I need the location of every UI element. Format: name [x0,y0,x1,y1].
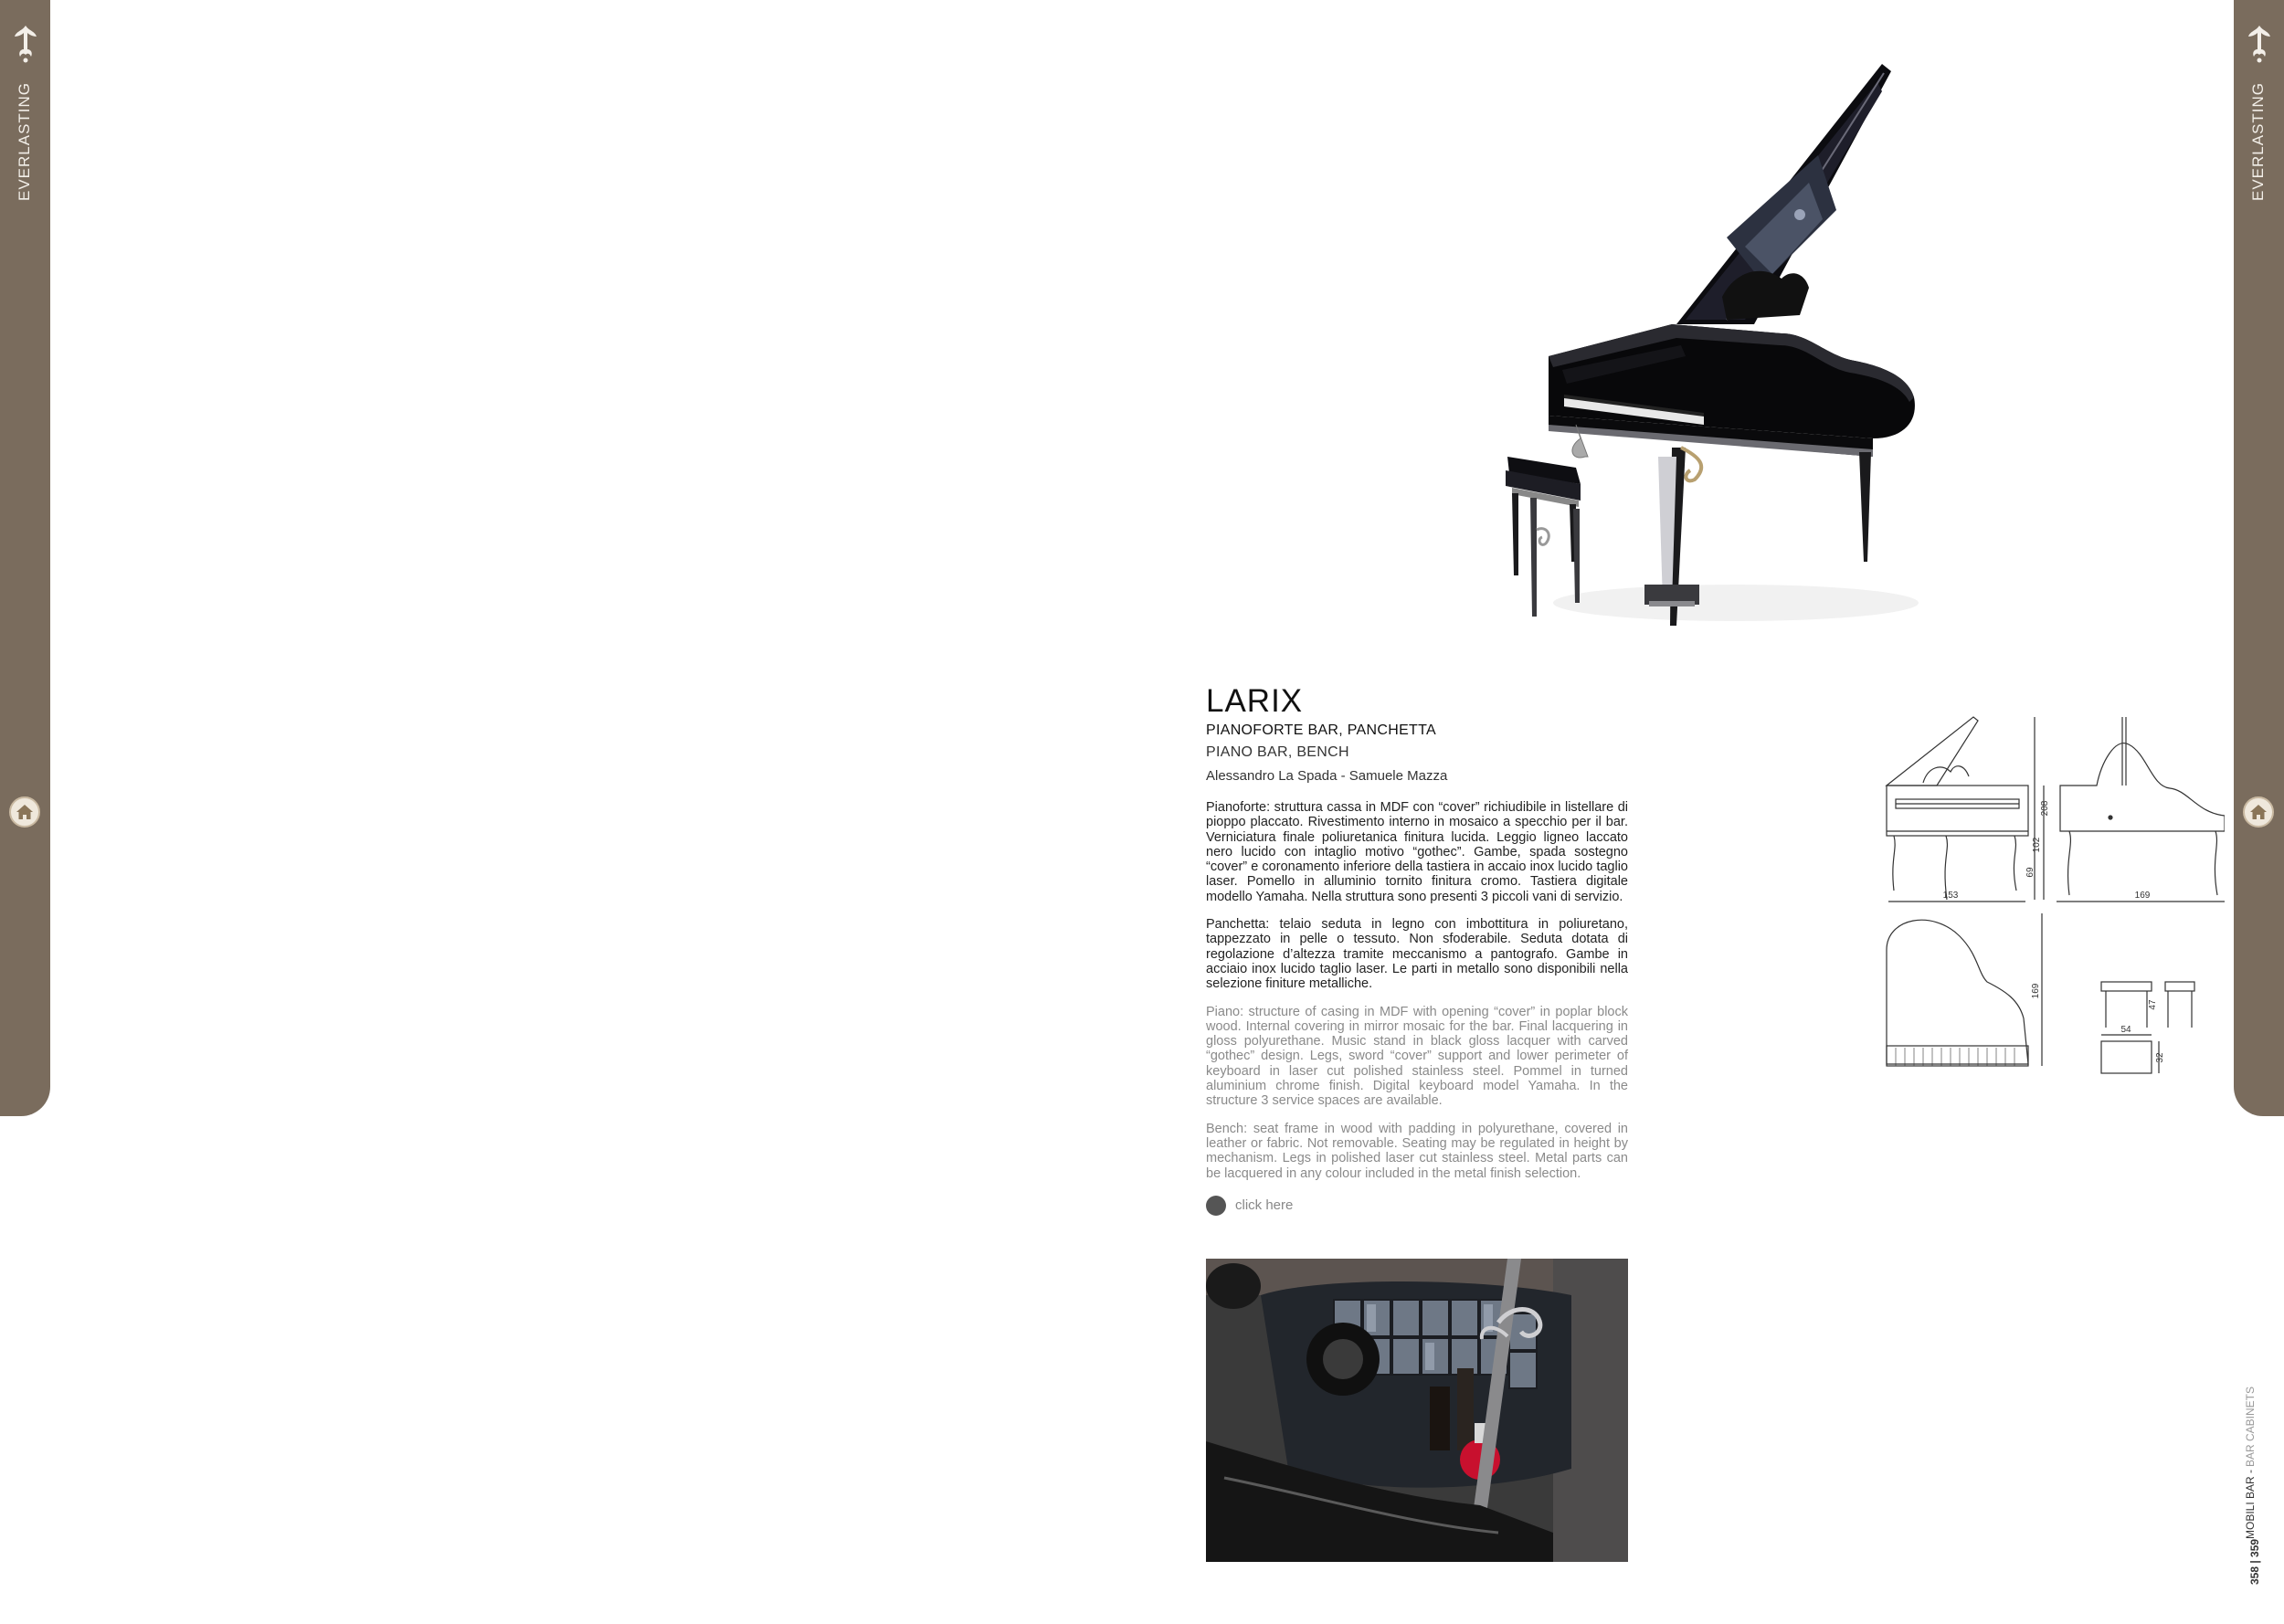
dim-height-leg: 69 [2025,867,2036,878]
technical-drawings [1877,708,2225,1082]
subtitle-english: PIANO BAR, BENCH [1206,744,1349,760]
page-numbers: 358 | 359 [2248,1538,2261,1585]
page-footer [2240,1366,2260,1585]
dim-height-body: 102 [2032,837,2042,853]
home-icon [16,804,34,820]
category-italian: MOBILI BAR - [2244,1469,2257,1539]
designers: Alessandro La Spada - Samuele Mazza [1206,768,1448,784]
right-side-tab [2234,0,2284,1116]
brand-label: EVERLASTING [16,81,33,202]
dim-front-width: 153 [1942,891,1959,901]
bar-interior-photo [1206,1259,1628,1562]
piano-description-italian: Pianoforte: struttura cassa in MDF con “cover” richiudibile in listellare di pioppo placcato. Rivestimento interno in mosaico a specchio per il bar. Verniciatura finale poliuretanica finitura lucida. Leggio ligneo laccato nero lucido con intaglio motivo “gothec”. Gambe, spada sostegno “cover” e coronamento inferiore della tastiera in accaio inox lucido taglio laser. Pomello in alluminio tornito finitura cromo. Tastiera digitale modello Yamaha. Nella struttura sono presenti 3 piccoli vani di servizio. [1206,800,1628,904]
dim-side-depth: 169 [2134,891,2151,901]
dim-bench-width: 54 [2120,1025,2131,1035]
dim-plan-depth: 169 [2031,983,2041,999]
home-icon [2249,804,2268,820]
dim-bench-height: 47 [2148,999,2158,1010]
dim-bench-depth: 32 [2155,1052,2165,1063]
fleur-crest-icon [11,22,40,66]
category-english: BAR CABINETS [2244,1386,2257,1467]
left-side-tab [0,0,50,1116]
piano-product-image [1489,55,1919,644]
product-description [1206,683,1628,1216]
fleur-crest-icon [2245,22,2274,66]
home-button[interactable] [9,796,40,828]
product-title: LARIX [1206,683,1304,719]
click-here-label: click here [1235,1197,1294,1214]
click-here-link[interactable] [1206,1196,1628,1216]
bench-description-italian: Panchetta: telaio seduta in legno con imbottitura in poliuretano, tappezzato in pelle o tessuto. Non sfoderabile. Seduta dotata di regolazione d’altezza tramite meccanismo a pantografo. Gambe in acciaio inox lucido taglio laser. Le parti in metallo sono disponibili nella selezione finiture metalliche. [1206,917,1628,992]
bench-description-english: Bench: seat frame in wood with padding in polyurethane, covered in leather or fabric. Not removable. Seating may be regulated in height by mechanism. Legs in polished laser cut stainless steel. Metal parts can be lacquered in any colour included in the metal finish selection. [1206,1121,1628,1181]
dim-height-total: 208 [2040,800,2050,817]
piano-description-english: Piano: structure of casing in MDF with opening “cover” in poplar block wood. Internal covering in mirror mosaic for the bar. Final lacquering in gloss polyurethane. Music stand in black gloss lacquer with carved “gothec” design. Legs, sword “cover” support and lower perimeter of keyboard in laser cut polished stainless steel. Pommel in turned aluminium chrome finish. Digital keyboard model Yamaha. In the structure 3 service spaces are available. [1206,1004,1628,1109]
bullet-icon [1206,1196,1226,1216]
home-button[interactable] [2243,796,2274,828]
subtitle-italian: PIANOFORTE BAR, PANCHETTA [1206,722,1436,738]
brand-label: EVERLASTING [2249,81,2267,202]
